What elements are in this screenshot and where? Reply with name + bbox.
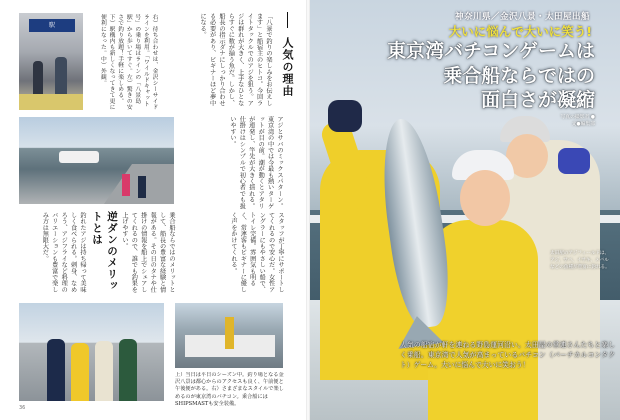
article-body-1: 「八景で釣りの楽しみをお伝えします」と船宿主のヒトコ。今回ライトタックルでのアジを狙う。アジは群れが大きく、上手なひとならすぐに数が揃う魚だ。しかし、船長の指示ダナにしっかり合わせる必要があり、ビギナーほど夢中になる。 (199, 13, 272, 106)
title-line: 乗合船ならではの (443, 64, 595, 87)
title-line: 面白さが凝縮 (480, 89, 595, 111)
top-photo-caption (86, 14, 158, 112)
angler-1-face (460, 170, 510, 226)
article-lede: 人気の船宿が軒を連ねる野島運河沿い。太田屋の常連さんたちと楽しく乗船。東京湾で人気が高まっているバチコン（バーチカルコンタクト）ゲーム。大いに悩んで大いに笑おう！ (400, 341, 615, 369)
person-silhouette (47, 339, 65, 401)
article-body-4: 乗合船ならではのメリットとして、船長の豊富な経験と情報がある。その日のタナや仕掛けの情報を船上でシェアしてくれるので、誰でも釣果を上げやすい。 (120, 212, 175, 293)
page-number: 36 (19, 405, 26, 411)
bottom-photo-caption (175, 372, 287, 408)
article-body-5: 釣れたアジは持ち帰って美味しく食べられる。刺身、なめろう、アジフライなど料理のバリエーションも豊富で楽しみ方は無限大だ。 (41, 212, 86, 293)
title-line: 東京湾バチコンゲームは (387, 40, 595, 62)
section-heading-popularity (279, 12, 295, 102)
person-silhouette (225, 317, 234, 349)
credit-photo: 写真の撮影者 ● (560, 115, 595, 120)
person-silhouette (138, 176, 146, 198)
harbor-photo (19, 117, 174, 204)
person-silhouette (95, 341, 113, 401)
platform-floor (19, 94, 83, 110)
person-silhouette (71, 343, 89, 401)
article-subtitle: 大いに悩んで大いに笑う! (448, 24, 592, 39)
station-sign: 駅 (29, 19, 75, 32)
group-photo (19, 303, 164, 401)
caption-text: 上）当日は平日のシーズン中。釣り場となる金沢八景は都心からのアクセスも良く、午前便と午後便がある。右）さまざまなスタイルで楽しめるのが東京湾のバチコン。乗合船にはSHIPSMASTも安全装備。 (175, 372, 284, 407)
angler-2-glove (558, 148, 590, 174)
section-heading-merit: 逆ダンのメリットとは (91, 211, 118, 292)
article-title (355, 39, 595, 113)
boat-shape (59, 151, 99, 163)
heading-text: 人気の理由 (281, 36, 294, 97)
hero-photo-caption: 太田屋のアジフィールドは、アジ、サバ、イサキ、メバルなどの魚種が豊富に釣れる。 (550, 251, 610, 270)
article-credit (520, 114, 595, 128)
credit-text: 文●編集部 (571, 122, 595, 127)
caption-text: 右）待ち合わせは、金沢シーサイドラインを利用。「ワイルドキャット号」の乗り場はラインの「八景島駅」から歩いてすぐ。左）驚きの安さで釣り放題！手軽に楽しめる。下）駅構内も新しくなってきて更に便利になった。中）外観。 (99, 14, 157, 110)
person-silhouette (119, 339, 137, 401)
person-silhouette (122, 174, 130, 196)
heading-rule (287, 12, 288, 28)
location-kicker: 神奈川県／金沢八景・太田屋出船 (454, 12, 590, 22)
station-photo (19, 13, 83, 110)
article-body-3: スタッフが丁寧にサポートしてくれるので安心だ。女性アングラーにもやさしい船で、トイレ完備。雰囲気も明るく、常連客もビギナーに優しく声をかけてくれる。 (229, 212, 284, 293)
article-body-2: アジとサバのミックスパターン。東京湾の中では今最も熱いターゲットが目の前。潮が動くとアタリが連発し、竿先が大きく揺れる。仕掛けはシンプルで初心者でも扱いやすい。 (228, 116, 283, 209)
dock-photo (175, 303, 283, 368)
